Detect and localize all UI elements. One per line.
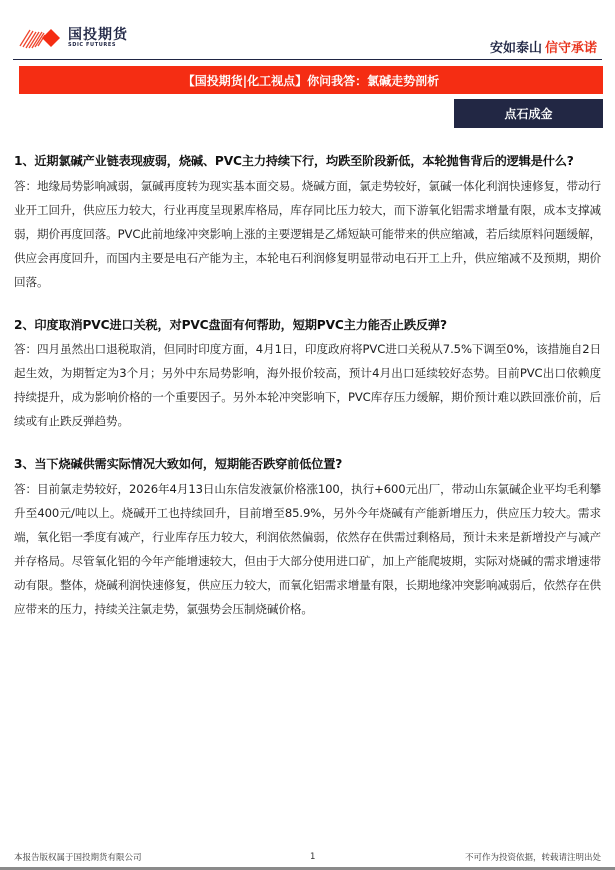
sdic-logo-mark-icon xyxy=(18,26,62,50)
company-logo xyxy=(18,25,128,51)
report-title-bar xyxy=(19,66,603,94)
logo-english-name: SDIC FUTURES xyxy=(68,42,117,48)
question-3: 3、当下烧碱供需实际情况大致如何，短期能否跌穿前低位置? xyxy=(14,457,343,471)
column-tag-label: 点石成金 xyxy=(504,107,553,121)
answer-2: 答：四月虽然出口退税取消，但同时印度方面，4月1日，印度政府将PVC进口关税从7.5%下调至0%，该措施自2日起生效，为期暂定为3个月；另外中东局势影响，海外报价较高，预计4月出口延续较好态势。目前PVC出口依赖度持续提升，成为影响价格的一个重要因子。另外本轮冲突影响下，PVC库存压力缓解，期价预计难以跌回涨价前，后续或有止跌反弹趋势。 xyxy=(14,342,601,428)
page-footer xyxy=(14,851,601,863)
qa-item-2 xyxy=(14,314,601,434)
logo-chinese-name: 国投期货 xyxy=(68,27,128,43)
question-2: 2、印度取消PVC进口关税，对PVC盘面有何帮助，短期PVC主力能否止跌反弹? xyxy=(14,317,447,332)
slogan xyxy=(490,37,597,56)
slogan-main: 安如泰山 xyxy=(489,41,542,56)
qa-item-1 xyxy=(14,150,601,294)
column-tag xyxy=(454,99,603,128)
qa-item-3 xyxy=(14,453,601,621)
footer-disclaimer: 不可作为投资依据，转载请注明出处 xyxy=(464,853,601,863)
answer-3: 答：目前氯走势较好，2026年4月13日山东信发液氯价格涨100，执行+600元出厂，带动山东氯碱企业平均毛利攀升至400元/吨以上。烧碱开工也持续回升，目前增至85.9%，另外今年烧碱有产能新增压力，供应压力较大。需求端，氧化铝一季度有减产，行业库存压力较大，利润依然偏弱，依然存在供需过剩格局，预计未来是新增投产与减产并存格局。尽管氧化铝的今年产能增速较大，但由于大部分使用进口矿，加上产能爬坡期，实际对烧碱的需求增速带动有限。整体，烧碱利润快速修复，供应压力较大，而氧化铝需求增量有限，长期地缘冲突影响减弱后，依然存在供应带来的压力，持续关注氯走势，氯强势会压制烧碱价格。 xyxy=(14,481,601,616)
page-number: 1 xyxy=(310,852,316,862)
question-1: 1、近期氯碱产业链表现疲弱，烧碱、PVC主力持续下行，均跌至阶段新低，本轮抛售背后的逻辑是什么? xyxy=(14,154,574,168)
answer-1: 答：地缘局势影响减弱，氯碱再度转为现实基本面交易。烧碱方面，氯走势较好，氯碱一体化利润快速修复，带动行业开工回升，供应压力较大，行业再度呈现累库格局，库存同比压力较大，而下游氧化铝需求增量有限，成本支撑减弱，期价再度回落。PVC此前地缘冲突影响上涨的主要逻辑是乙烯短缺可能带来的供应缩减，若后续原料问题缓解，供应会再度回升，而国内主要是电石产能为主，本轮电石利润修复明显带动电石开工上升，供应缩减不及预期，期价回落。 xyxy=(14,178,601,289)
footer-copyright: 本报告版权属于国投期货有限公司 xyxy=(14,853,142,863)
report-title: 【国投期货|化工视点】你问我答：氯碱走势剖析 xyxy=(182,73,440,88)
qa-content xyxy=(14,150,601,621)
header-divider xyxy=(13,59,602,60)
slogan-accent: 信守承诺 xyxy=(544,41,597,56)
